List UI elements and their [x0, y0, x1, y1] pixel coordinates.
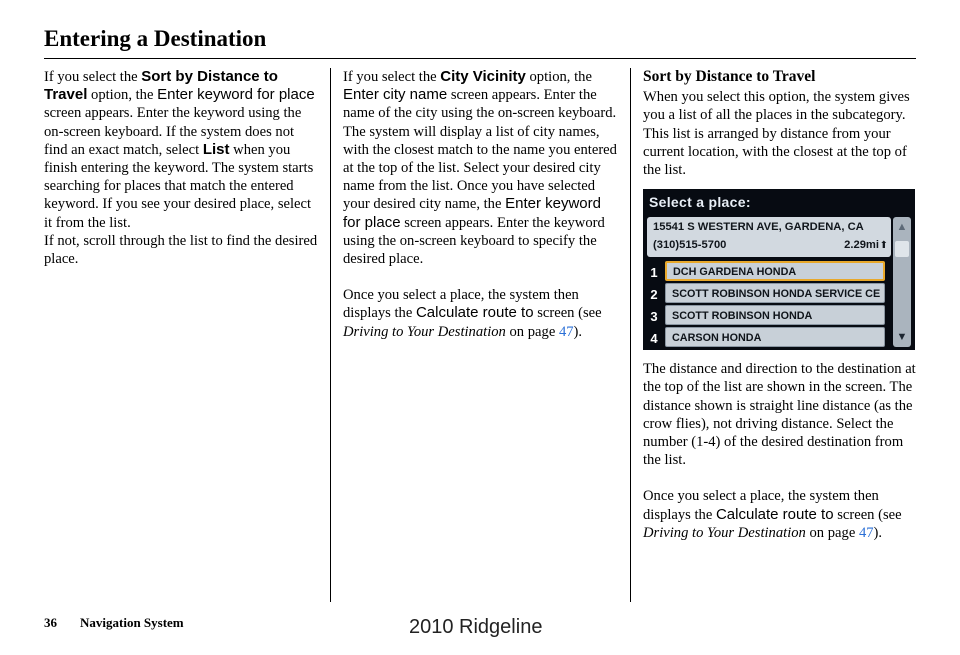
list-item-carson-honda[interactable]: CARSON HONDA: [665, 327, 885, 347]
column-1: [44, 68, 320, 268]
term-enter-keyword-2: Enter keyword for place: [343, 195, 601, 231]
page-link-47-b[interactable]: 47: [858, 524, 874, 541]
column-divider-2: [630, 68, 631, 602]
phone-text: (310)515-5700: [653, 239, 727, 252]
col3-paragraph-2: The distance and direction to the destination at the top of the list are shown in the screen. The distance shown is straight line distance (as the crow flies), not driving distance. Select the number (1-4) of the desired destination from the list.: [643, 361, 916, 469]
column-2: [343, 68, 619, 341]
scroll-down-icon[interactable]: ▼: [896, 331, 908, 344]
col1-paragraph-1: If you select the Sort by Distance to Travel option, the Enter keyword for place screen appears. Enter the keyword using the on-screen keyboard. If the system does not find an exact match, select List when you finish entering the keyword. The system starts searching for places that match the entered keyword. If you see your desired place, select it from the list.: [44, 68, 315, 231]
page-link-47[interactable]: 47: [558, 323, 574, 340]
col2-paragraph-2: Once you select a place, the system then displays the Calculate route to screen (see Driving to Your Destination on page 47).: [343, 287, 602, 340]
scroll-up-icon[interactable]: ▲: [896, 221, 908, 234]
term-list: List: [202, 140, 230, 158]
list-number-4[interactable]: 4: [650, 331, 658, 347]
list-item-dch-gardena-honda[interactable]: DCH GARDENA HONDA: [665, 261, 885, 281]
address-text: 15541 S WESTERN AVE, GARDENA, CA: [653, 221, 864, 234]
page-number: 36: [44, 615, 57, 630]
col2-paragraph-1: If you select the City Vicinity option, the Enter city name screen appears. Enter the name of the city using the on-screen keyboard. The system will display a list of city names, with the closest match to the name you entered at the top of the list. Select your desired city name from the list. Once you have selected your desired city name, the Enter keyword for place screen appears. Enter the keyword using the on-screen keyboard to specify the desired place.: [343, 68, 617, 268]
title-rule: [44, 58, 916, 59]
scrollbar[interactable]: [893, 217, 911, 347]
scroll-thumb[interactable]: [895, 241, 909, 257]
list-number-1[interactable]: 1: [650, 265, 658, 281]
section-heading: Sort by Distance to Travel: [643, 68, 816, 85]
term-calculate-route: Calculate route to: [415, 304, 534, 322]
list-item-scott-robinson-service[interactable]: SCOTT ROBINSON HONDA SERVICE CE: [665, 283, 885, 303]
col3-paragraph-3: Once you select a place, the system then displays the Calculate route to screen (see Driving to Your Destination on page 47).: [643, 488, 902, 541]
distance-text: 2.29mi: [844, 239, 879, 252]
list-number-2[interactable]: 2: [650, 287, 658, 303]
column-3: [643, 68, 919, 542]
page-title: Entering a Destination: [44, 26, 267, 51]
list-item-scott-robinson-honda[interactable]: SCOTT ROBINSON HONDA: [665, 305, 885, 325]
destination-info-panel: [647, 217, 891, 257]
term-sort-by-distance: Sort by Distance to Travel: [44, 68, 278, 104]
term-city-vicinity: City Vicinity: [440, 68, 526, 85]
watermark: 2010 Ridgeline: [409, 616, 543, 638]
term-enter-keyword: Enter keyword for place: [157, 86, 315, 104]
column-divider-1: [330, 68, 331, 602]
col1-paragraph-2: If not, scroll through the list to find the desired place.: [44, 232, 318, 268]
term-enter-city-name: Enter city name: [343, 86, 448, 104]
screen-title: Select a place:: [649, 194, 751, 211]
term-calculate-route-2: Calculate route to: [715, 505, 834, 523]
select-place-screen: [643, 189, 915, 350]
arrow-up-icon: ⬆: [879, 240, 888, 252]
footer-label: Navigation System: [80, 615, 184, 630]
list-number-3[interactable]: 3: [650, 309, 658, 325]
col3-paragraph-1: When you select this option, the system gives you a list of all the places in the subcategory. This list is arranged by distance from your current location, with the closest at the top of the list.: [643, 89, 910, 179]
